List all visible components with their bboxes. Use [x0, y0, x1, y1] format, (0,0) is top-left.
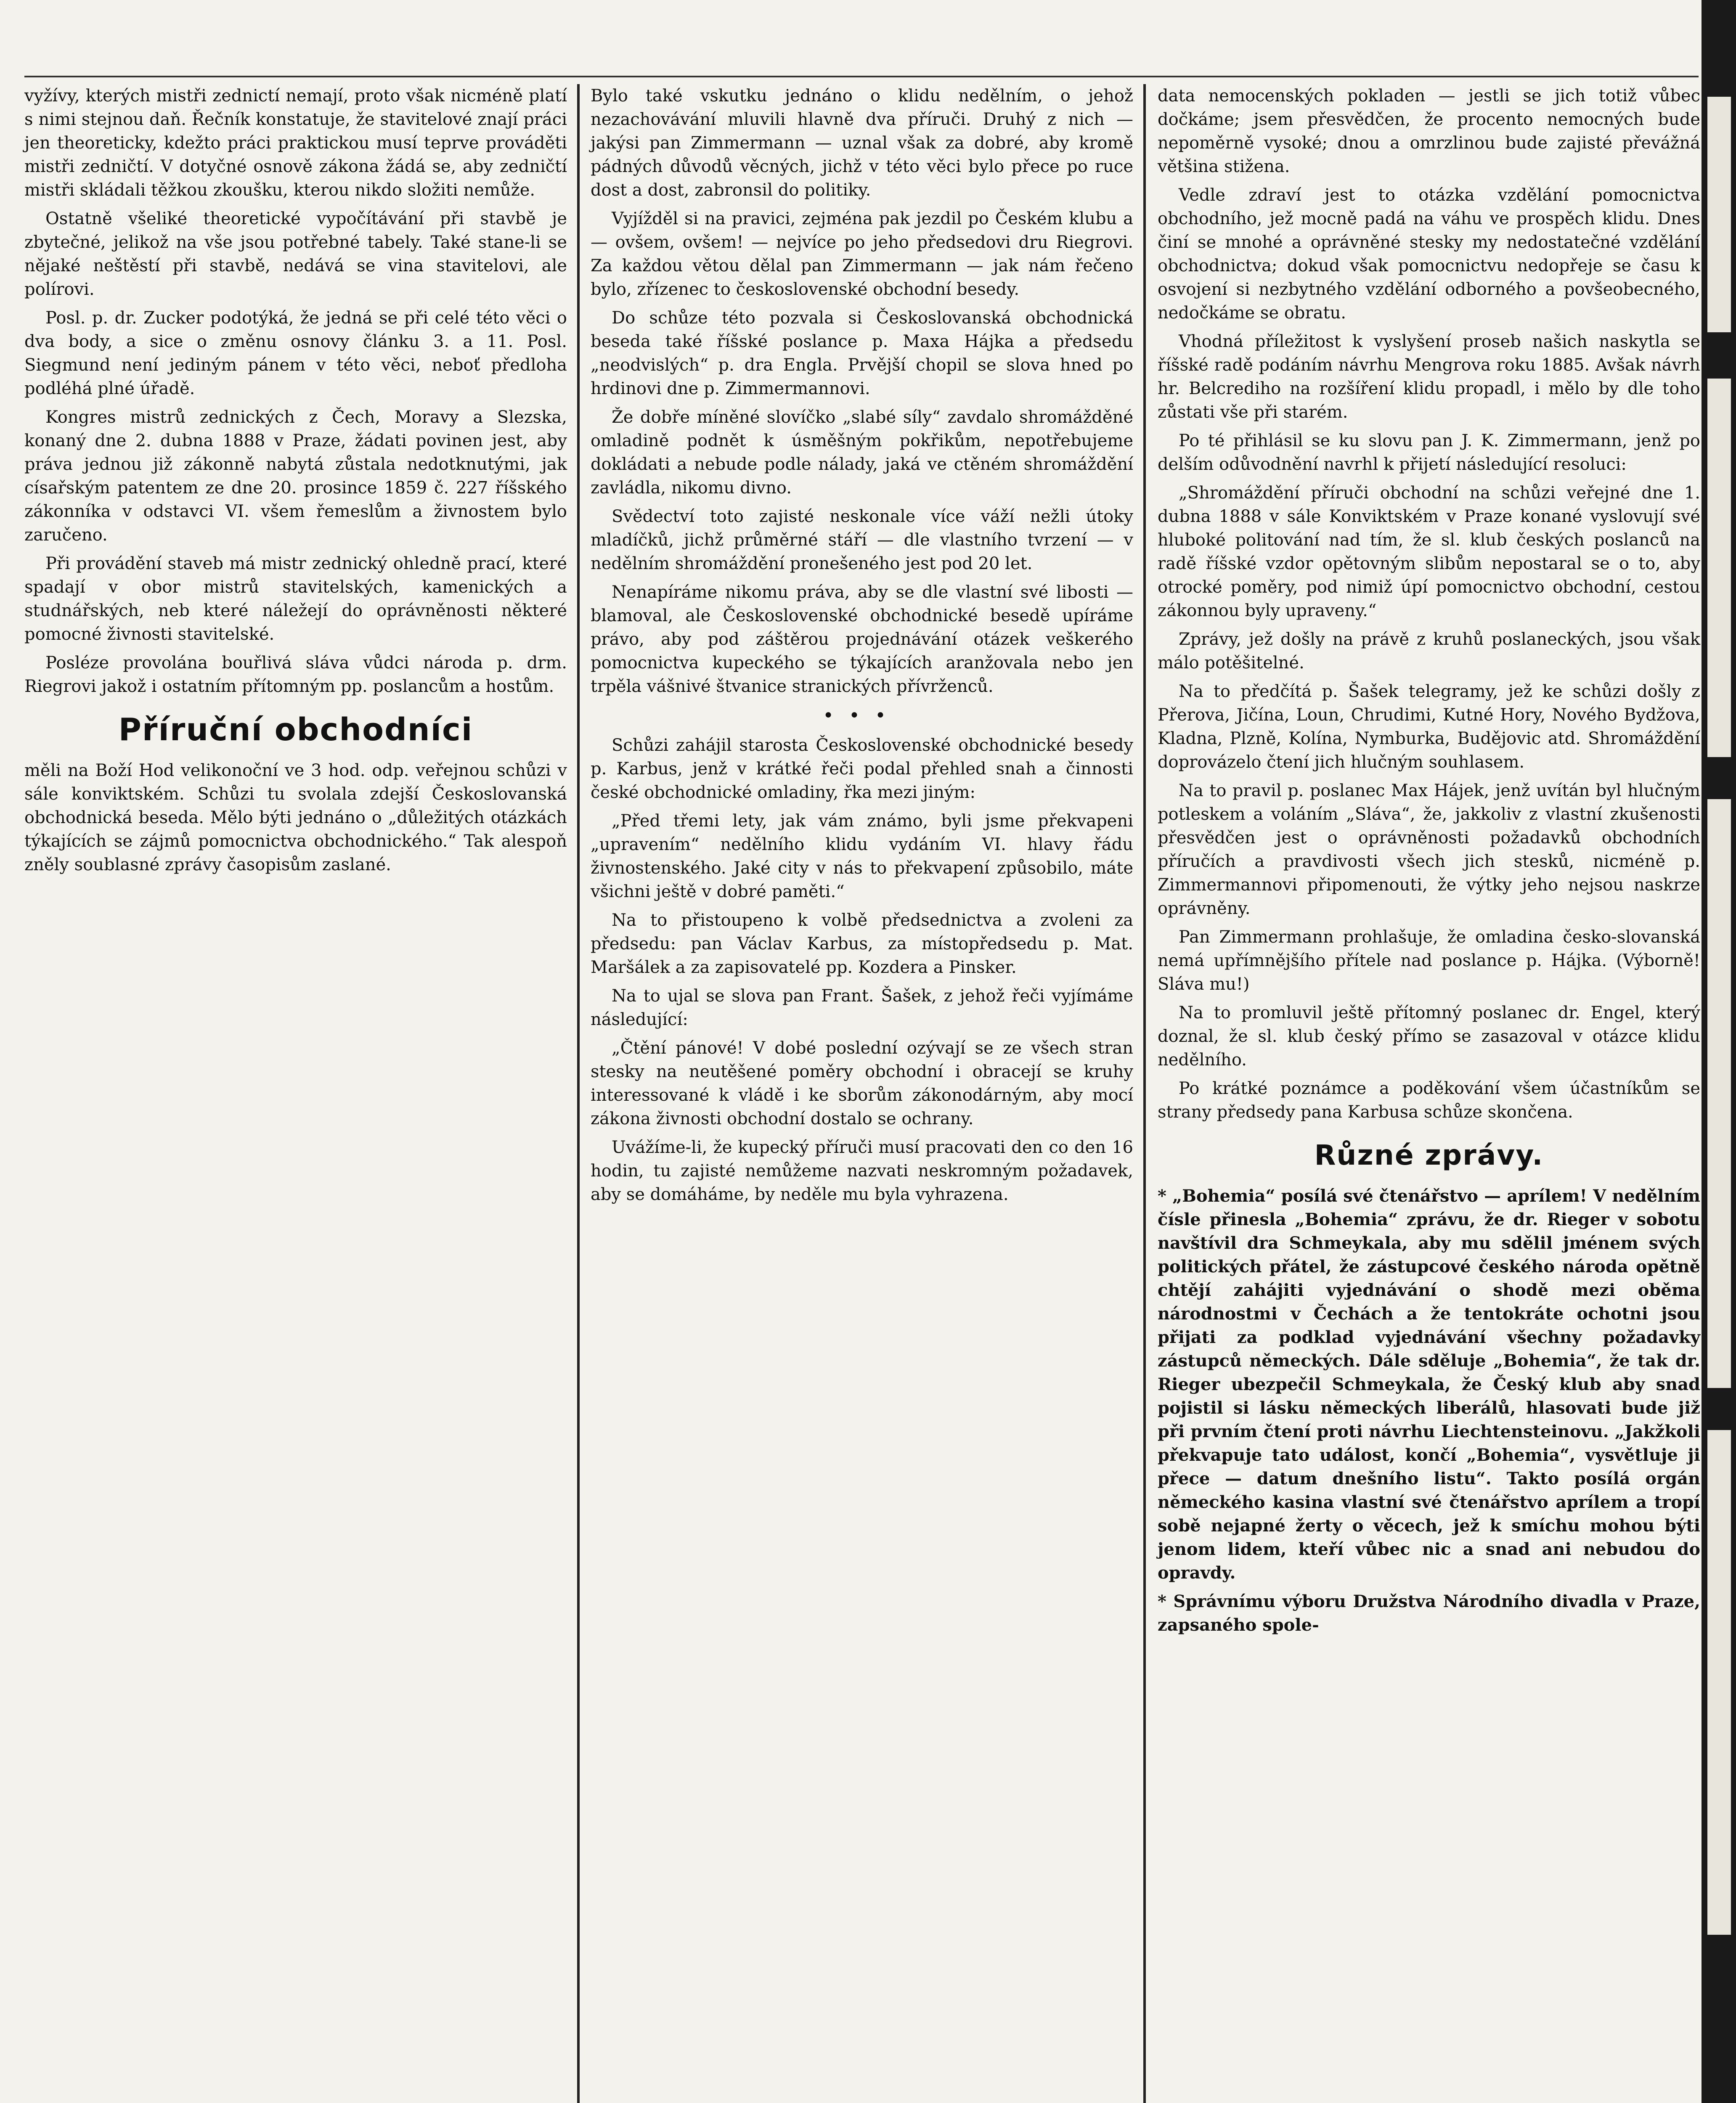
article-paragraph: Zprávy, jež došly na právě z kruhů poslaneckých, jsou však málo potěšitelné. — [1158, 630, 1700, 673]
column-divider — [577, 84, 580, 2103]
section-separator-stars: ••• — [823, 705, 901, 726]
article-paragraph: Posl. p. dr. Zucker podotýká, že jedná se při celé této věci o dva body, a sice o změnu osnovy článku 3. a 11. Posl. Siegmund není jediným pánem v této věci, neboť předloha podléhá plné úřadě. — [24, 308, 567, 398]
article-paragraph: Na to předčítá p. Šašek telegramy, jež ke schůzi došly z Přerova, Jičína, Loun, Chrudimi, Kutné Hory, Nového Bydžova, Kladna, Plzně, Kolína, Nymburka, Budějovic atd. Shromáždění doprovázelo čtení jich hlučným souhlasem. — [1158, 682, 1700, 772]
edge-strip — [1707, 799, 1731, 1388]
article-paragraph: vyžívy, kterých mistři zednictí nemají, proto však nicméně platí s nimi stejnou daň. Řečník konstatuje, že stavitelové znají práci jen theoreticky, kdežto práci praktickou musí teprve prováděti mistři zedničtí. V dotyčné osnově zákona žádá se, aby zedničtí mistři skládali těžkou zkoušku, kterou nikdo složiti nemůže. — [24, 86, 567, 200]
article-paragraph: Nenapíráme nikomu práva, aby se dle vlastní své libosti — blamoval, ale Československé obchodnické besedě upíráme právo, aby pod záštěrou projednávání otázek veškerého pomocnictva kupeckého se týkajících aranžovala nebo jen trpěla vášnivé štvanice stranických přívrženců. — [591, 583, 1133, 696]
article-paragraph: Svědectví toto zajisté neskonale více váží nežli útoky mladíčků, jichž průměrné stáří — dle vlastního tvrzení — v nedělním shromáždění pronešeného jest pod 20 let. — [591, 507, 1133, 573]
page-edge-scan-border — [1702, 0, 1736, 2103]
top-rule — [24, 76, 1699, 77]
article-paragraph: Bylo také vskutku jednáno o klidu nedělním, o jehož nezachovávání mluvili hlavně dva příruči. Druhý z nich — jakýsi pan Zimmermann — uznal však za dobré, aby kromě pádných důvodů věcných, jichž v této věci bylo přece po ruce dost a dost, zabronsil do politiky. — [591, 86, 1133, 200]
column-2 — [591, 84, 1133, 1211]
article-paragraph: Na to promluvil ještě přítomný poslanec dr. Engel, který doznal, že sl. klub český přímo se zasazoval v otázce klidu nedělního. — [1158, 1003, 1700, 1070]
article-paragraph: Schůzi zahájil starosta Československé obchodnické besedy p. Karbus, jenž v krátké řeči podal přehled snah a činnosti české obchodnické omladiny, řka mezi jiným: — [591, 736, 1133, 802]
article-paragraph: „Shromáždění příruči obchodní na schůzi veřejné dne 1. dubna 1888 v sále Konviktském v Praze konané vyslovují své hluboké politování nad tím, že sl. klub českých poslanců na radě říšské vzdor opětovným slibům nepostaral se o to, aby otrocké poměry, pod nimiž úpí pomocnictvo obchodní, cestou zákonnou byly upraveny.“ — [1158, 483, 1700, 620]
column-1 — [24, 84, 567, 882]
article-paragraph: Kongres mistrů zednických z Čech, Moravy a Slezska, konaný dne 2. dubna 1888 v Praze, žádati povinen jest, aby práva jednou již zákonně nabytá zůstala nedotknutými, jak císařským patentem ze dne 20. prosince 1859 č. 227 říšského zákonníka v odstavci VI. všem řemeslům a živnostem bylo zaručeno. — [24, 408, 567, 545]
article-paragraph: Ostatně všeliké theoretické vypočítávání při stavbě je zbytečné, jelikož na vše jsou potřebné tabely. Také stane-li se nějaké neštěstí při stavbě, nedává se vina stavitelovi, ale polírovi. — [24, 209, 567, 299]
section-heading-prirucni: Příruční obchodníci — [118, 712, 473, 748]
article-paragraph: Při provádění staveb má mistr zednický ohledně prací, které spadají v obor mistrů stavitelských, kamenických a studnářských, neb které náležejí do oprávněnosti některé pomocné živnosti stavitelské. — [24, 554, 567, 644]
edge-strip — [1707, 379, 1731, 757]
article-paragraph: Uvážíme-li, že kupecký příruči musí pracovati den co den 16 hodin, tu zajisté nemůžeme nazvati neskromným požadavek, aby se domáháme, by neděle mu byla vyhrazena. — [591, 1138, 1133, 1204]
article-paragraph: Že dobře míněné slovíčko „slabé síly“ zavdalo shromážděné omladině podnět k úsměšným pokřikům, nepotřebujeme dokládati a nebude podle nálady, jaká ve ctěném shromáždění zavládla, nikomu divno. — [591, 408, 1133, 498]
article-paragraph: Pan Zimmermann prohlašuje, že omladina česko-slovanská nemá upřímnějšího přítele nad poslance p. Hájka. (Výborně! Sláva mu!) — [1158, 927, 1700, 994]
article-paragraph: „Čtění pánové! V dobé poslední ozývají se ze všech stran stesky na neutěšené poměry obchodní i obracejí se kruhy interessované k vládě i ke sborům zákonodárným, aby mocí zákona živnosti obchodní dostalo se ochrany. — [591, 1038, 1133, 1128]
article-paragraph: Po krátké poznámce a poděkování všem účastníkům se strany předsedy pana Karbusa schůze skončena. — [1158, 1079, 1700, 1122]
section-heading-ruzne: Různé zprávy. — [1314, 1139, 1544, 1171]
article-paragraph: „Před třemi lety, jak vám známo, byli jsme překvapeni „upravením“ nedělního klidu vydáním VI. hlavy řádu živnostenského. Jaké city v nás to překvapení způsobilo, máte všichni ještě v dobré paměti.“ — [591, 811, 1133, 901]
article-paragraph: Posléze provolána bouřlivá sláva vůdci národa p. drm. Riegrovi jakož i ostatním přítomným pp. poslancům a hostům. — [24, 653, 567, 696]
edge-strip — [1707, 1430, 1731, 1935]
news-item: * „Bohemia“ posílá své čtenářstvo — aprílem! V nedělním čísle přinesla „Bohemia“ zprávu, že dr. Rieger v sobotu navštívil dra Schmeykala, aby mu sdělil jménem svých politických přátel, že zástupcové českého národa opětně chtějí zahájiti vyjednávání o shodě mezi oběma národnostmi v Čechách a že tentokráte ochotni jsou přijati za podklad vyjednávání všechny požadavky zástupců německých. Dále sděluje „Bohemia“, že tak dr. Rieger ubezpečil Schmeykala, že Český klub aby snad pojistil si lásku německých liberálů, hlasovati bude již při prvním čtení proti návrhu Liechtensteinovu. „Jakžkoli překvapuje tato událost, končí „Bohemia“, vysvětluje ji přece — datum dnešního listu“. Takto posílá orgán německého kasina vlastní své čtenářstvo aprílem a tropí sobě nejapné žerty o věcech, jež k smíchu mohou býti jenom lidem, kteří vůbec nic a snad ani nebudou do opravdy. — [1158, 1186, 1700, 1583]
article-paragraph: Na to ujal se slova pan Frant. Šašek, z jehož řeči vyjímáme následující: — [591, 986, 1133, 1029]
article-paragraph: Vedle zdraví jest to otázka vzdělání pomocnictva obchodního, jež mocně padá na váhu ve prospěch klidu. Dnes činí se mnohé a oprávněné stesky my nedostatečné vzdělání obchodnictva; dokud však pomocnictvu nedopřeje se času k osvojení si nezbytného vzdělání odborného a povšeobecného, nedočkáme se obratu. — [1158, 185, 1700, 323]
article-paragraph: Vhodná příležitost k vyslyšení proseb našich naskytla se říšské radě podáním návrhu Mengrova roku 1885. Avšak návrh hr. Belcrediho na rozšíření klidu propadl, i mělo by dle toho zůstati vše při starém. — [1158, 332, 1700, 422]
article-paragraph: Do schůze této pozvala si Českoslovanská obchodnická beseda také říšské poslance p. Maxa Hájka a předsedu „neodvislých“ p. dra Engla. Prvější chopil se slova hned po hrdinovi dne p. Zimmermannovi. — [591, 308, 1133, 398]
news-item: * Správnímu výboru Družstva Národního divadla v Praze, zapsaného spole- — [1158, 1592, 1700, 1635]
article-paragraph: Na to přistoupeno k volbě předsednictva a zvoleni za předsedu: pan Václav Karbus, za místopředsedu p. Mat. Maršálek a za zapisovatelé pp. Kozdera a Pinsker. — [591, 911, 1133, 977]
column-divider — [1143, 84, 1146, 2103]
article-paragraph: data nemocenských pokladen — jestli se jich totiž vůbec dočkáme; jsem přesvědčen, že procento nemocných bude nepoměrně vysoké; dnou a omrzlinou bude zajisté převážná většina stižena. — [1158, 86, 1700, 176]
article-paragraph: Na to pravil p. poslanec Max Hájek, jenž uvítán byl hlučným potleskem a voláním „Sláva“, že, jakkoliv z vlastní zkušenosti přesvědčen jest o oprávněnosti požadavků obchodních příručích a pravdivosti všech jich stesků, nicméně p. Zimmermannovi připomenouti, že výtky jeho nejsou naskrze oprávněny. — [1158, 781, 1700, 918]
article-paragraph: Po té přihlásil se ku slovu pan J. K. Zimmermann, jenž po delším odůvodnění navrhl k přijetí následující resoluci: — [1158, 431, 1700, 474]
article-paragraph: Vyjížděl si na pravici, zejména pak jezdil po Českém klubu a — ovšem, ovšem! — nejvíce po jeho předsedovi dru Riegrovi. Za každou větou dělal pan Zimmermann — jak nám řečeno bylo, zřízenec to československé obchodní besedy. — [591, 209, 1133, 299]
article-paragraph: měli na Boží Hod velikonoční ve 3 hod. odp. veřejnou schůzi v sále konviktském. Schůzi tu svolala zdejší Českoslovanská obchodnická beseda. Mělo býti jednáno o „důležitých otázkách týkajících se zájmů pomocnictva obchodnického.“ Tak alespoň zněly soublasné zprávy časopisům zaslané. — [24, 761, 567, 874]
column-3 — [1158, 84, 1700, 1642]
edge-strip — [1707, 97, 1731, 332]
